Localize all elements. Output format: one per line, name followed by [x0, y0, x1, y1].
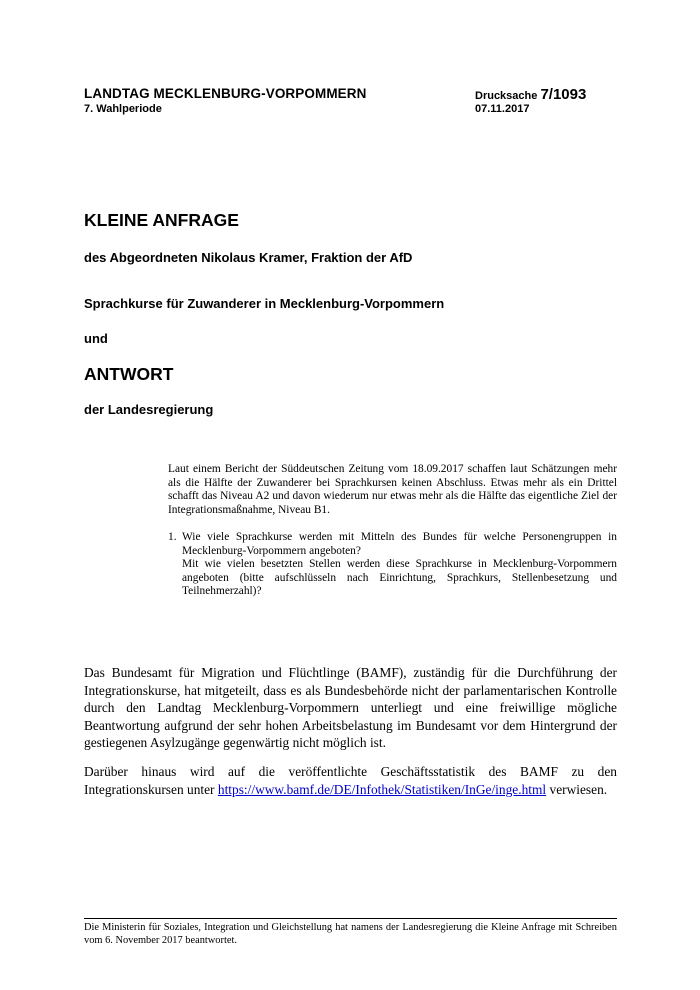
subject-line: Sprachkurse für Zuwanderer in Mecklenburg-Vorpommern [84, 296, 445, 311]
question-number: 1. [168, 531, 177, 543]
document-number-value: 7/1093 [540, 86, 587, 103]
question-item [168, 531, 617, 599]
and-line: und [84, 331, 108, 346]
footnote-divider [84, 918, 617, 919]
answer-text-2-end: verwiesen. [546, 781, 608, 797]
bamf-statistics-link[interactable]: https://www.bamf.de/DE/Infothek/Statistiken/InGe/inge.html [217, 781, 547, 797]
parliament-name: LANDTAG MECKLENBURG-VORPOMMERN [84, 86, 367, 101]
legislative-period: 7. Wahlperiode [84, 103, 162, 115]
footnote: Die Ministerin für Soziales, Integration und Gleichstellung hat namens der Landesregierung die Kleine Anfrage mit Schreiben vom 6. November 2017 beantwortet. [84, 922, 617, 946]
document-date: 07.11.2017 [475, 103, 530, 115]
question-text [182, 531, 617, 599]
answer-text-2 [84, 763, 617, 798]
answer-text-1: Das Bundesamt für Migration und Flüchtlinge (BAMF), zuständig für die Durchführung der Integrationskurse, hat mitgeteilt, dass es als Bundesbehörde nicht der parlamentarischen Kontrolle durch den Landtag Mecklenburg-Vorpommern unterliegt und eine freiwillige mögliche Beantwortung aufgrund der sehr hohen Arbeitsbelastung im Bundesamt vor dem Hintergrund der gestiegenen Asylzugänge gegenwärtig nicht möglich ist. [84, 665, 617, 750]
document-number [475, 86, 586, 103]
answer-text-2-start: Darüber hinaus wird auf die veröffentlichte Geschäftsstatistik des BAMF zu den Integrationskursen unter [84, 764, 617, 797]
heading-kleine-anfrage: KLEINE ANFRAGE [84, 210, 239, 230]
document-label: Drucksache [475, 90, 541, 102]
answer-paragraph-2 [84, 763, 617, 798]
author-line: des Abgeordneten Nikolaus Kramer, Fraktion der AfD [84, 250, 413, 265]
question-block [168, 463, 617, 599]
question-line-2: Mit wie vielen besetzten Stellen werden diese Sprachkurse in Mecklenburg-Vorpommern angeboten (bitte aufschlüsseln nach Einrichtung, Sprachkurs, Stellenbesetzung und Teilnehmerzahl)? [182, 558, 617, 597]
heading-antwort: ANTWORT [84, 364, 174, 384]
answer-paragraph-1 [84, 664, 617, 752]
question-line-1: Wie viele Sprachkurse werden mit Mitteln des Bundes für welche Personengruppen in Mecklenburg-Vorpommern angeboten? [182, 531, 617, 557]
respondent-line: der Landesregierung [84, 402, 214, 417]
question-intro: Laut einem Bericht der Süddeutschen Zeitung vom 18.09.2017 schaffen laut Schätzungen mehr als die Hälfte der Zuwanderer bei Sprachkursen keinen Abschluss. Etwas mehr als ein Drittel schafft das Niveau A2 und davon wiederum nur etwas mehr als die Hälfte das eigentliche Ziel der Integrationsmaßnahme, Niveau B1. [168, 463, 617, 516]
